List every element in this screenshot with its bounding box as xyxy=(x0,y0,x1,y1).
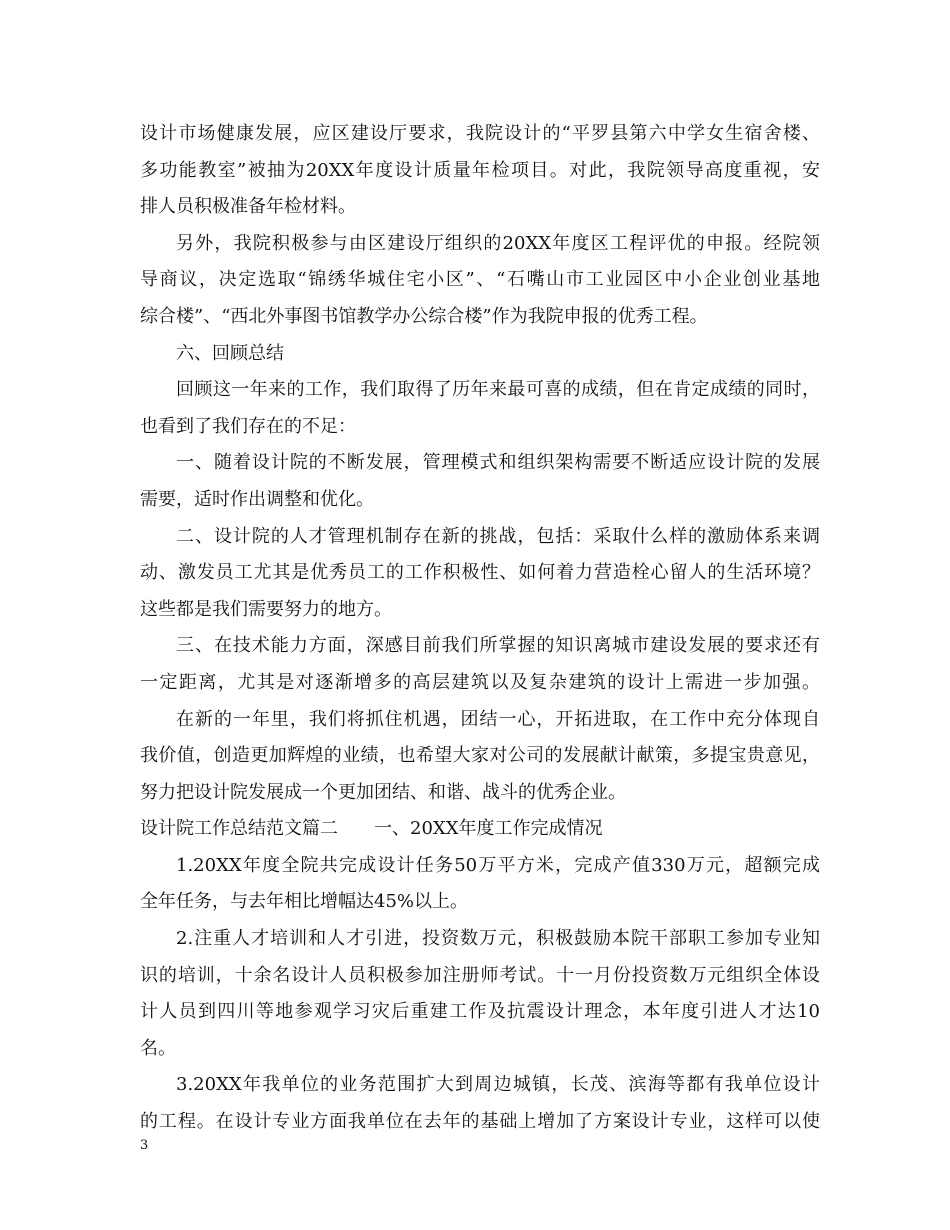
text-line: 识的培训，十余名设计人员积极参加注册师考试。十一月份投资数万元组织全体设 xyxy=(140,964,820,986)
text-line: 三、在技术能力方面，深感目前我们所掌握的知识离城市建设发展的要求还有 xyxy=(176,635,820,657)
text-line: 也看到了我们存在的不足： xyxy=(140,415,356,437)
text-line: 名。 xyxy=(140,1037,176,1059)
text-line: 计人员到四川等地参观学习灾后重建工作及抗震设计理念，本年度引进人才达10 xyxy=(140,1001,820,1023)
text-line: 一、随着设计院的不断发展，管理模式和组织架构需要不断适应设计院的发展 xyxy=(176,452,820,474)
page-number: 3 xyxy=(140,1138,149,1153)
text-line: 2.注重人才培训和人才引进，投资数万元，积极鼓励本院干部职工参加专业知 xyxy=(176,928,820,950)
text-line: 导商议，决定选取“锦绣华城住宅小区”、“石嘴山市工业园区中小企业创业基地 xyxy=(140,269,820,291)
text-line: 多功能教室”被抽为20XX年度设计质量年检项目。对此，我院领导高度重视，安 xyxy=(140,159,820,181)
text-line: 的工程。在设计专业方面我单位在去年的基础上增加了方案设计专业，这样可以使 xyxy=(140,1111,820,1133)
text-line: 这些都是我们需要努力的地方。 xyxy=(140,598,392,620)
text-line: 设计院工作总结范文篇二 一、20XX年度工作完成情况 xyxy=(140,818,603,840)
text-line: 一定距离，尤其是对逐渐增多的高层建筑以及复杂建筑的设计上需进一步加强。 xyxy=(140,671,820,693)
text-line: 在新的一年里，我们将抓住机遇，团结一心，开拓进取，在工作中充分体现自 xyxy=(176,708,820,730)
text-line: 1.20XX年度全院共完成设计任务50万平方米，完成产值330万元，超额完成 xyxy=(176,854,820,876)
body-text xyxy=(140,116,820,1141)
text-line: 二、设计院的人才管理机制存在新的挑战，包括：采取什么样的激励体系来调 xyxy=(176,525,820,547)
text-line: 回顾这一年来的工作，我们取得了历年来最可喜的成绩，但在肯定成绩的同时， xyxy=(176,379,820,401)
text-line: 3.20XX年我单位的业务范围扩大到周边城镇，长茂、滨海等都有我单位设计 xyxy=(176,1074,820,1096)
text-line: 动、激发员工尤其是优秀员工的工作积极性、如何着力营造栓心留人的生活环境？ xyxy=(140,562,820,584)
text-line: 全年任务，与去年相比增幅达45%以上。 xyxy=(140,891,469,913)
text-line: 设计市场健康发展，应区建设厅要求，我院设计的“平罗县第六中学女生宿舍楼、 xyxy=(140,123,820,144)
text-line: 排人员积极准备年检材料。 xyxy=(140,196,356,218)
text-line: 我价值，创造更加辉煌的业绩，也希望大家对公司的发展献计献策，多提宝贵意见， xyxy=(140,745,820,767)
text-line: 需要，适时作出调整和优化。 xyxy=(140,488,374,510)
text-line: 六、回顾总结 xyxy=(176,342,284,364)
text-line: 努力把设计院发展成一个更加团结、和谐、战斗的优秀企业。 xyxy=(140,781,626,803)
text-line: 另外，我院积极参与由区建设厅组织的20XX年度区工程评优的申报。经院领 xyxy=(176,232,820,254)
text-line: 综合楼”、“西北外事图书馆教学办公综合楼”作为我院申报的优秀工程。 xyxy=(140,305,708,327)
